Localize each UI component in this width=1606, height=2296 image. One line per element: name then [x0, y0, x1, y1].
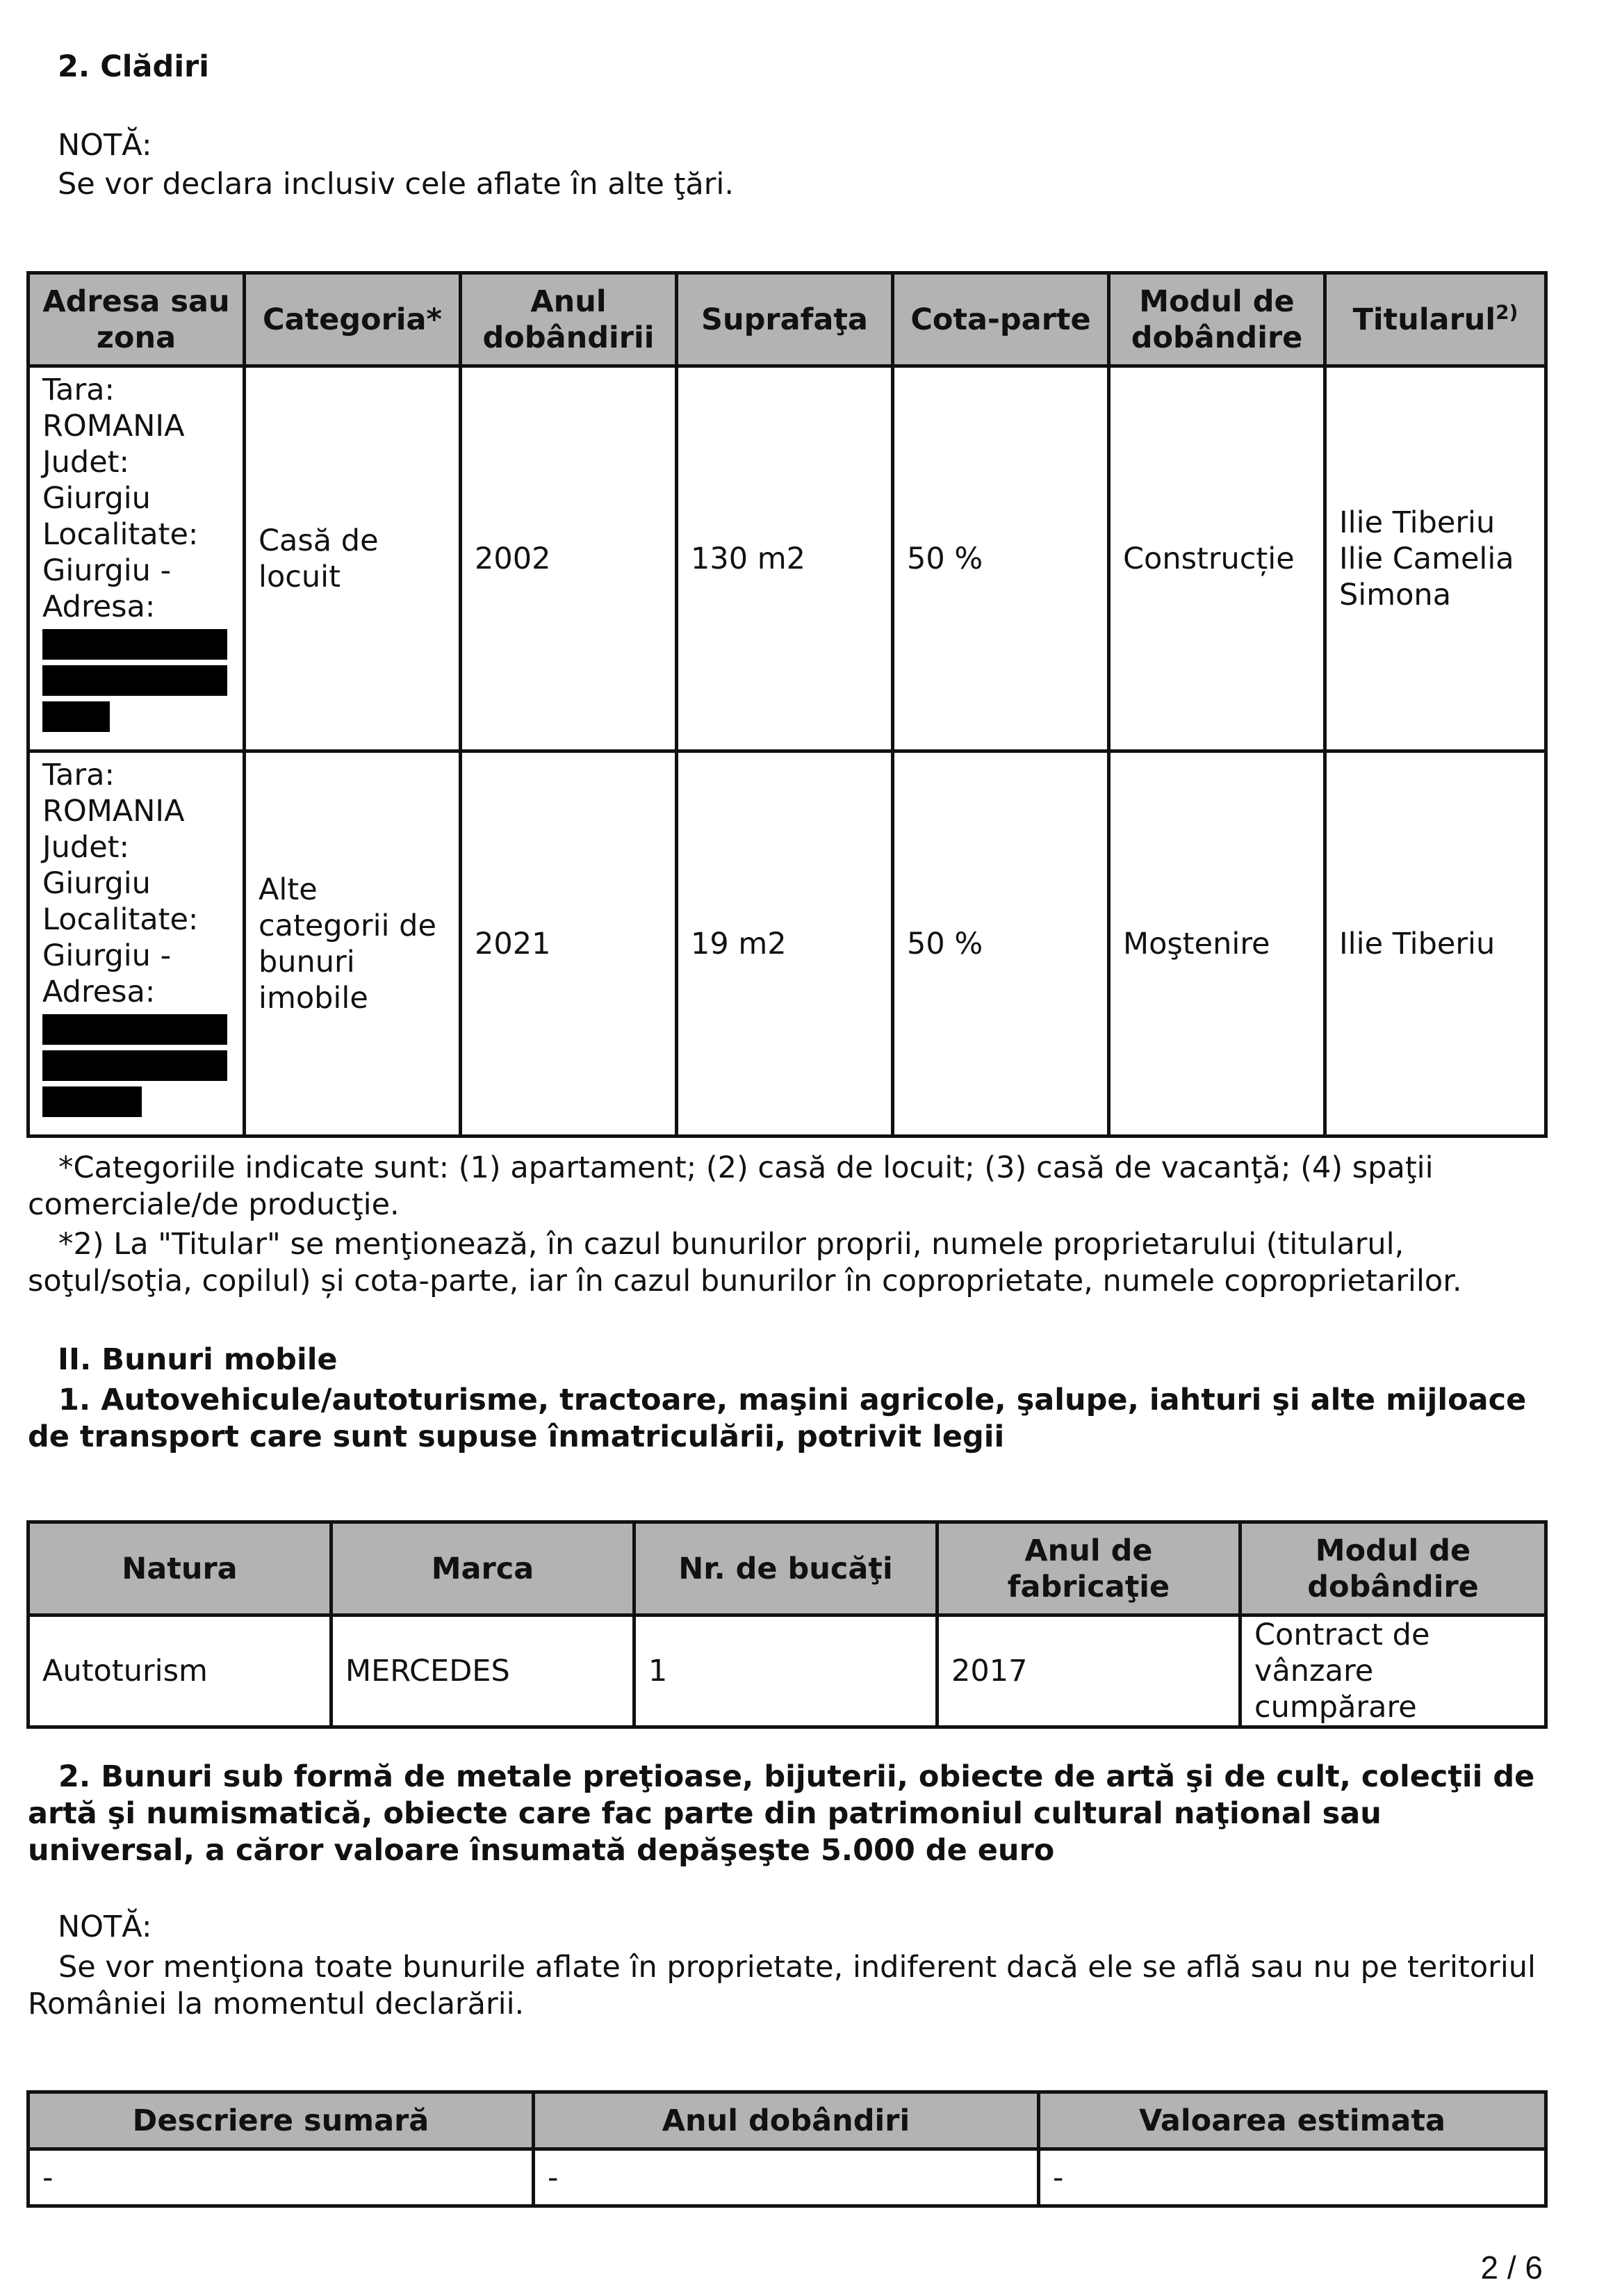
header-description: Descriere sumară	[28, 2092, 534, 2149]
address-line: Localitate:	[42, 902, 199, 937]
holder-cell	[1325, 366, 1546, 751]
header-year: Anul dobândirii	[461, 273, 677, 366]
share-cell: 50 %	[893, 751, 1109, 1137]
header-brand: Marca	[331, 1522, 634, 1615]
area-cell: 19 m2	[677, 751, 893, 1137]
vehicles-table	[26, 1520, 1548, 1729]
subsection-title-vehicles: 1. Autovehicule/autoturisme, tractoare, maşini agricole, şalupe, iahturi şi alte mijloace de transport care sunt supuse înmatriculării, potrivit legii	[28, 1383, 1527, 1454]
manufacture-year-cell: 2017	[937, 1615, 1240, 1727]
address-line: Judet:	[42, 445, 130, 480]
address-line: Giurgiu	[42, 866, 151, 901]
redaction-bar	[42, 1014, 227, 1045]
address-cell	[28, 751, 245, 1137]
subsection-title-valuables: 2. Bunuri sub formă de metale preţioase, bijuterii, obiecte de artă şi de cult, colecţii de artă şi numismatică, obiecte care fac parte din patrimoniul cultural naţional sau universal, a căror valoare însumată depăşeşte 5.000 de euro	[28, 1759, 1535, 1868]
header-estimated-value: Valoarea estimata	[1039, 2092, 1546, 2149]
address-line: Adresa:	[42, 589, 156, 624]
header-nature: Natura	[28, 1522, 331, 1615]
footnote-holder: *2) La "Titular" se menţionează, în cazul bunurilor proprii, numele proprietarului (titularul, soţul/soţia, copilul) și cota-parte, iar în cazul bunurilor în coproprietate, numele coproprietarilor.	[28, 1227, 1462, 1298]
header-count: Nr. de bucăţi	[634, 1522, 937, 1615]
redaction-bar	[42, 665, 227, 696]
table-row	[28, 366, 1546, 751]
holder-line: Simona	[1339, 577, 1452, 612]
header-holder: Titularul$^{2)}$	[1325, 273, 1546, 366]
address-line: Tara:	[42, 373, 115, 407]
category-cell: Alte categorii de bunuri imobile	[245, 751, 461, 1137]
header-manufacture-year: Anul de fabricaţie	[937, 1522, 1240, 1615]
address-line: Tara:	[42, 758, 115, 792]
holder-cell	[1325, 751, 1546, 1137]
section-title-movables: II. Bunuri mobile	[58, 1342, 338, 1377]
address-line: Localitate:	[42, 517, 199, 552]
note-label: NOTĂ:	[58, 1910, 152, 1944]
address-cell	[28, 366, 245, 751]
share-cell: 50 %	[893, 366, 1109, 751]
year-cell: 2021	[461, 751, 677, 1137]
page-number: 2 / 6	[1480, 2249, 1543, 2286]
table-row	[28, 1615, 1546, 1727]
buildings-header-row	[28, 273, 1546, 366]
description-cell: -	[28, 2149, 534, 2206]
address-line: Adresa:	[42, 975, 156, 1009]
buildings-table	[26, 271, 1548, 1138]
header-share: Cota-parte	[893, 273, 1109, 366]
address-line: Judet:	[42, 830, 130, 865]
header-address: Adresa sau zona	[28, 273, 245, 366]
address-line: Giurgiu -	[42, 553, 172, 588]
category-cell: Casă de locuit	[245, 366, 461, 751]
redaction-bar	[42, 1086, 142, 1117]
redaction-bar	[42, 629, 227, 660]
section-title-buildings: 2. Clădiri	[58, 49, 210, 84]
address-line: ROMANIA	[42, 409, 185, 443]
table-row	[28, 751, 1546, 1137]
address-line: ROMANIA	[42, 794, 185, 829]
year-cell: 2002	[461, 366, 677, 751]
header-category: Categoria*	[245, 273, 461, 366]
valuables-table	[26, 2090, 1548, 2208]
footnote-categories: *Categoriile indicate sunt: (1) apartament; (2) casă de locuit; (3) casă de vacanţă; (4) spaţii comerciale/de producţie.	[28, 1150, 1434, 1222]
note-text: Se vor declara inclusiv cele aflate în alte ţări.	[58, 167, 735, 202]
header-mode: Modul de dobândire	[1109, 273, 1325, 366]
holder-line: Ilie Camelia	[1339, 541, 1514, 576]
estimated-value-cell: -	[1039, 2149, 1546, 2206]
redaction-bar	[42, 1050, 227, 1081]
address-line: Giurgiu	[42, 481, 151, 516]
header-acquisition-mode: Modul de dobândire	[1240, 1522, 1546, 1615]
nature-cell: Autoturism	[28, 1615, 331, 1727]
header-area: Suprafaţa	[677, 273, 893, 366]
note-text: Se vor menţiona toate bunurile aflate în proprietate, indiferent dacă ele se află sau nu pe teritoriul României la momentul declarării.	[28, 1950, 1536, 2021]
acquisition-mode-cell: Contract de vânzare cumpărare	[1240, 1615, 1546, 1727]
area-cell: 130 m2	[677, 366, 893, 751]
vehicles-header-row	[28, 1522, 1546, 1615]
acquisition-year-cell: -	[534, 2149, 1039, 2206]
brand-cell: MERCEDES	[331, 1615, 634, 1727]
holder-line: Ilie Tiberiu	[1339, 926, 1496, 961]
count-cell: 1	[634, 1615, 937, 1727]
valuables-header-row	[28, 2092, 1546, 2149]
note-label: NOTĂ:	[58, 128, 152, 163]
mode-cell: Moştenire	[1109, 751, 1325, 1137]
holder-line: Ilie Tiberiu	[1339, 505, 1496, 540]
mode-cell: Construcție	[1109, 366, 1325, 751]
table-row	[28, 2149, 1546, 2206]
address-line: Giurgiu -	[42, 938, 172, 973]
header-acquisition-year: Anul dobândiri	[534, 2092, 1039, 2149]
redaction-bar	[42, 701, 110, 732]
